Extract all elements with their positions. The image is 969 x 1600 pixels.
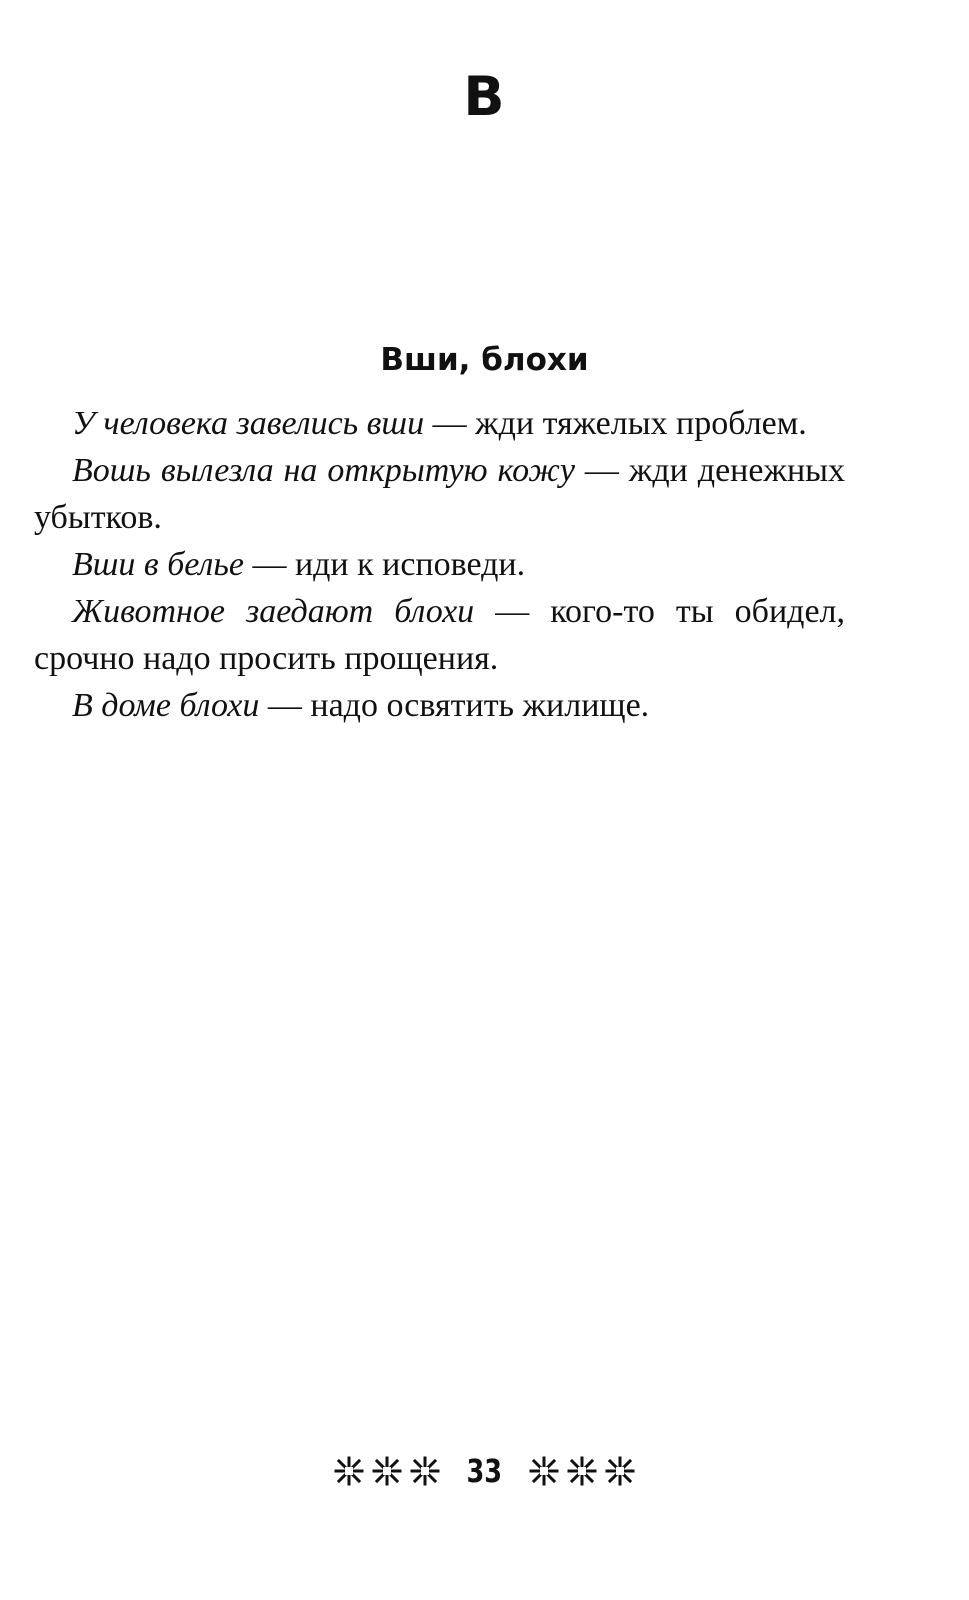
snowflake-ornament-icon (605, 1456, 635, 1486)
paragraph-omen: У человека завелись вши (72, 405, 425, 442)
ornament-group-right (529, 1456, 635, 1486)
paragraph (34, 541, 845, 588)
paragraph (34, 682, 845, 729)
snowflake-ornament-icon (372, 1456, 402, 1486)
snowflake-ornament-icon (529, 1456, 559, 1486)
body-text (34, 400, 845, 729)
paragraph (34, 588, 845, 682)
paragraph-omen: Животное заедают блохи (72, 593, 475, 630)
paragraph-omen: Вошь вылезла на открытую кожу (72, 452, 575, 489)
paragraph-meaning: — кого-то ты обидел, срочно надо просить прощения. (34, 593, 845, 677)
paragraph-meaning: — надо освятить жилище. (259, 687, 650, 724)
page-number: 33 (466, 1452, 503, 1490)
snowflake-ornament-icon (567, 1456, 597, 1486)
paragraph-meaning: — иди к исповеди. (243, 546, 526, 583)
paragraph-meaning: — жди денежных убытков. (34, 452, 845, 536)
paragraph (34, 400, 845, 447)
ornament-group-left (334, 1456, 440, 1486)
page-footer (0, 1452, 969, 1490)
paragraph-omen: В доме блохи (72, 687, 260, 724)
paragraph-omen: Вши в белье (72, 546, 244, 583)
paragraph (34, 447, 845, 541)
section-heading: Вши, блохи (380, 342, 589, 378)
paragraph-meaning: — жди тяжелых проблем. (424, 405, 807, 442)
section-letter: В (463, 65, 506, 128)
snowflake-ornament-icon (410, 1456, 440, 1486)
snowflake-ornament-icon (334, 1456, 364, 1486)
